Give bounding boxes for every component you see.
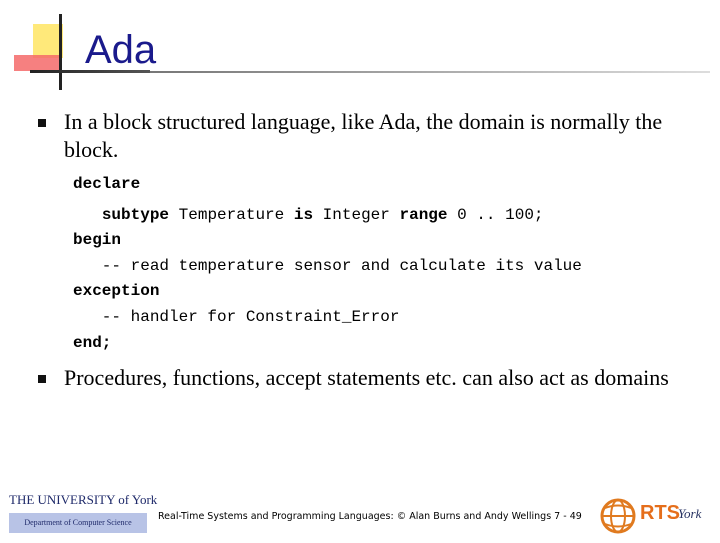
rts-logo-york-text: York xyxy=(678,506,702,521)
bullet-text: Procedures, functions, accept statements etc. can also act as domains xyxy=(64,365,669,390)
code-line-subtype xyxy=(73,205,544,225)
code-line-end: end; xyxy=(73,334,112,352)
code-line-declare: declare xyxy=(73,175,141,193)
university-of-york-logo xyxy=(9,489,158,534)
code-line-exception: exception xyxy=(73,282,160,300)
code-type-name: Temperature xyxy=(169,206,294,224)
code-keyword-subtype: subtype xyxy=(101,206,170,224)
york-logo-department: Department of Computer Science xyxy=(9,513,147,533)
title-underline-fade xyxy=(150,71,710,73)
globe-icon xyxy=(598,494,640,538)
code-base-type: Integer xyxy=(313,206,400,224)
footer-text: Real-Time Systems and Programming Languages: © Alan Burns and Andy Wellings 7 - 49 xyxy=(158,511,582,522)
bullet-square-icon xyxy=(38,375,46,383)
code-indent xyxy=(73,206,102,224)
york-logo-title: THE UNIVERSITY of York xyxy=(9,492,158,507)
code-line-comment-handler: -- handler for Constraint_Error xyxy=(73,308,400,326)
bullet-text: In a block structured language, like Ada, the domain is normally the block. xyxy=(64,109,663,162)
code-line-comment-read: -- read temperature sensor and calculate its value xyxy=(73,257,582,275)
bullet-square-icon xyxy=(38,119,46,127)
rts-york-logo xyxy=(598,494,713,538)
rts-logo-text: RTS xyxy=(640,502,680,524)
code-range-values: 0 .. 100; xyxy=(447,206,544,224)
title-decoration-red-bar xyxy=(14,55,59,71)
code-line-begin: begin xyxy=(73,231,122,249)
slide-title: Ada xyxy=(85,28,157,72)
title-decoration-vertical-line xyxy=(59,14,62,90)
code-keyword-range: range xyxy=(399,206,448,224)
code-keyword-is: is xyxy=(293,206,314,224)
